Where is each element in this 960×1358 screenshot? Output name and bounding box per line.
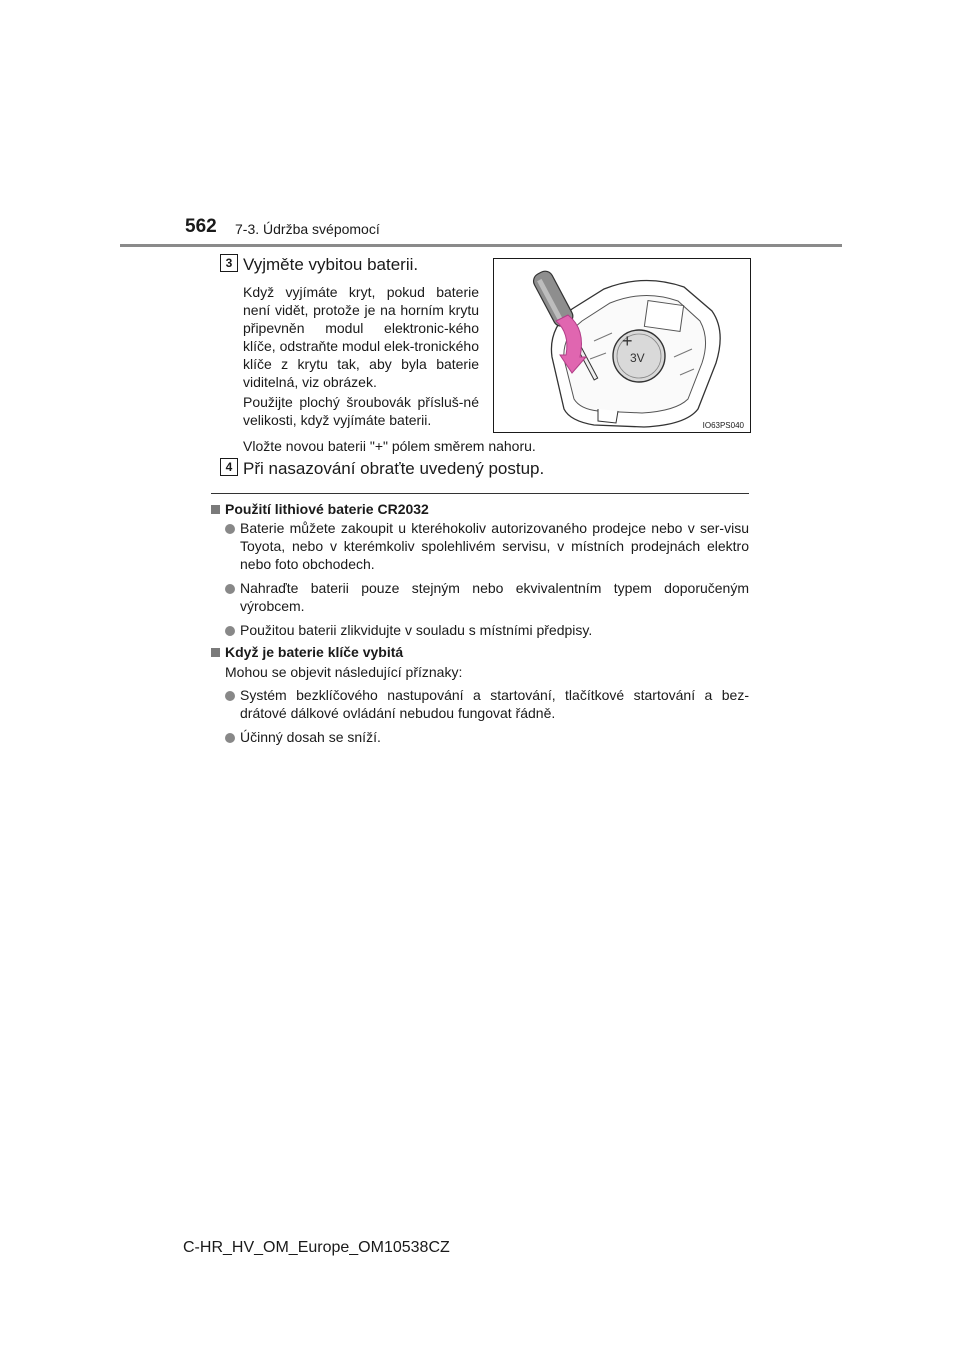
step-4-title: Při nasazování obraťte uvedený postup. (243, 459, 545, 478)
square-bullet-icon (211, 648, 220, 657)
battery-voltage-label: 3V (630, 351, 645, 365)
footer-doc-id: C-HR_HV_OM_Europe_OM10538CZ (183, 1239, 450, 1256)
key-battery-illustration (493, 258, 751, 433)
figure-code: IO63PS040 (702, 421, 744, 430)
dead-battery-bullet-1: Systém bezklíčového nastupování a startování, tlačítkové startování a bez-drátové dálkové ovládání nebudou fungovat řádně. (240, 687, 749, 721)
step-number-4: 4 (220, 458, 238, 476)
step-3-para-2: Použijte plochý šroubovák přísluš-né velikosti, když vyjímáte baterii. (243, 394, 479, 428)
square-bullet-icon (211, 505, 220, 514)
lithium-bullet-1: Baterie můžete zakoupit u kteréhokoliv autorizovaného prodejce nebo v ser-visu Toyota, nebo v kterémkoliv spolehlivém servisu, v místních prodejnách elektro nebo foto obchodech. (240, 520, 749, 572)
lithium-heading-text: Použití lithiové baterie CR2032 (225, 501, 429, 517)
bullet-dot-icon (225, 691, 235, 701)
step-3-title: Vyjměte vybitou baterii. (243, 255, 419, 274)
page-number: 562 (185, 216, 217, 237)
step-3-para-1: Když vyjímáte kryt, pokud baterie není vidět, protože je na horním krytu připevněn modul elektronic-kého klíče, odstraňte modul elek-tronického klíče z krytu tak, aby byla baterie viditelná, viz obrázek. (243, 284, 479, 390)
battery-plus-label: + (622, 331, 633, 351)
step-number-3: 3 (220, 254, 238, 272)
dead-battery-bullet-2: Účinný dosah se sníží. (240, 729, 381, 745)
step-3-para-3: Vložte novou baterii "+" pólem směrem nahoru. (243, 438, 536, 454)
dead-battery-heading-text: Když je baterie klíče vybitá (225, 644, 404, 660)
bullet-dot-icon (225, 733, 235, 743)
lithium-bullet-2: Nahraďte baterii pouze stejným nebo ekvivalentním typem doporučeným výrobcem. (240, 580, 749, 614)
bullet-dot-icon (225, 524, 235, 534)
dead-battery-heading (211, 644, 403, 660)
bullet-dot-icon (225, 584, 235, 594)
header-rule (120, 244, 842, 247)
dead-battery-intro: Mohou se objevit následující příznaky: (225, 664, 463, 680)
section-divider (211, 493, 749, 494)
section-title: 7-3. Údržba svépomocí (235, 221, 380, 237)
bullet-dot-icon (225, 626, 235, 636)
lithium-bullet-3: Použitou baterii zlikvidujte v souladu s místními předpisy. (240, 622, 593, 638)
lithium-heading (211, 501, 429, 517)
